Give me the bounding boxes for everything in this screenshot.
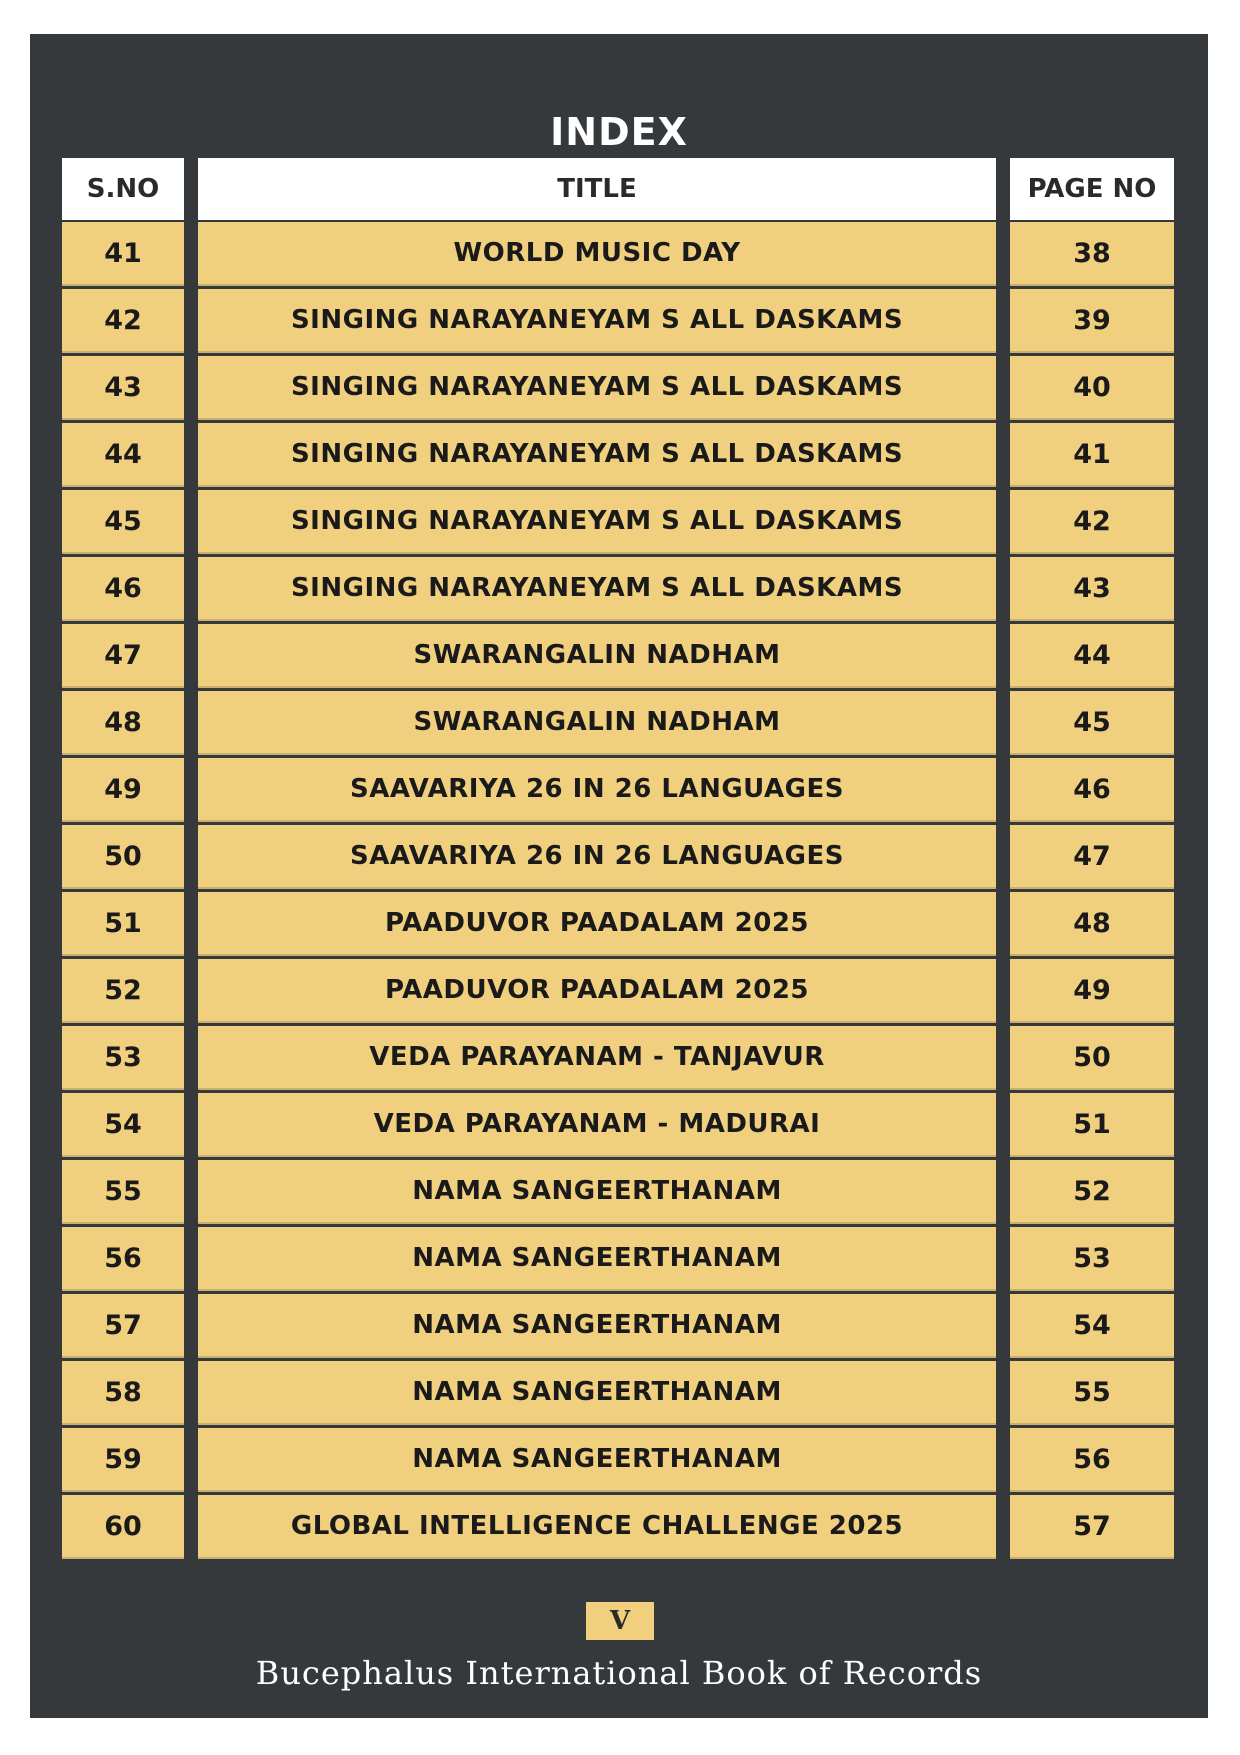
row-title: SINGING NARAYANEYAM S ALL DASKAMS xyxy=(198,356,996,420)
index-panel xyxy=(30,34,1208,1718)
page-number-badge: V xyxy=(586,1602,654,1640)
row-sno: 45 xyxy=(62,490,184,554)
table-row xyxy=(30,1495,1208,1562)
table-row xyxy=(30,1093,1208,1160)
table-row xyxy=(30,1160,1208,1227)
row-page-no: 49 xyxy=(1010,959,1174,1023)
row-sno: 54 xyxy=(62,1093,184,1157)
row-page-no: 38 xyxy=(1010,222,1174,286)
row-page-no: 53 xyxy=(1010,1227,1174,1291)
row-page-no: 48 xyxy=(1010,892,1174,956)
row-page-no: 47 xyxy=(1010,825,1174,889)
row-sno: 49 xyxy=(62,758,184,822)
row-title: SWARANGALIN NADHAM xyxy=(198,624,996,688)
row-sno: 42 xyxy=(62,289,184,353)
row-sno: 60 xyxy=(62,1495,184,1559)
row-page-no: 50 xyxy=(1010,1026,1174,1090)
row-title: SAAVARIYA 26 IN 26 LANGUAGES xyxy=(198,825,996,889)
row-title: NAMA SANGEERTHANAM xyxy=(198,1160,996,1224)
row-page-no: 39 xyxy=(1010,289,1174,353)
table-row xyxy=(30,1294,1208,1361)
row-title: VEDA PARAYANAM - TANJAVUR xyxy=(198,1026,996,1090)
table-row xyxy=(30,1428,1208,1495)
row-title: SINGING NARAYANEYAM S ALL DASKAMS xyxy=(198,423,996,487)
table-row xyxy=(30,758,1208,825)
row-sno: 59 xyxy=(62,1428,184,1492)
row-sno: 55 xyxy=(62,1160,184,1224)
row-title: NAMA SANGEERTHANAM xyxy=(198,1428,996,1492)
row-title: NAMA SANGEERTHANAM xyxy=(198,1227,996,1291)
header-page-no: PAGE NO xyxy=(1010,158,1174,220)
row-sno: 58 xyxy=(62,1361,184,1425)
table-row xyxy=(30,624,1208,691)
table-row xyxy=(30,222,1208,289)
table-row xyxy=(30,423,1208,490)
row-page-no: 57 xyxy=(1010,1495,1174,1559)
table-row xyxy=(30,892,1208,959)
table-row xyxy=(30,691,1208,758)
table-row xyxy=(30,557,1208,624)
row-title: SINGING NARAYANEYAM S ALL DASKAMS xyxy=(198,289,996,353)
row-sno: 43 xyxy=(62,356,184,420)
row-sno: 56 xyxy=(62,1227,184,1291)
row-sno: 47 xyxy=(62,624,184,688)
row-sno: 41 xyxy=(62,222,184,286)
row-sno: 52 xyxy=(62,959,184,1023)
index-title: INDEX xyxy=(550,110,688,154)
row-title: SINGING NARAYANEYAM S ALL DASKAMS xyxy=(198,490,996,554)
table-row xyxy=(30,490,1208,557)
table-row xyxy=(30,959,1208,1026)
row-title: NAMA SANGEERTHANAM xyxy=(198,1294,996,1358)
row-page-no: 43 xyxy=(1010,557,1174,621)
row-title: SINGING NARAYANEYAM S ALL DASKAMS xyxy=(198,557,996,621)
table-row xyxy=(30,289,1208,356)
publisher-name: Bucephalus International Book of Records xyxy=(255,1654,983,1692)
row-page-no: 40 xyxy=(1010,356,1174,420)
row-page-no: 54 xyxy=(1010,1294,1174,1358)
row-sno: 46 xyxy=(62,557,184,621)
row-page-no: 52 xyxy=(1010,1160,1174,1224)
row-sno: 53 xyxy=(62,1026,184,1090)
row-sno: 51 xyxy=(62,892,184,956)
row-title: VEDA PARAYANAM - MADURAI xyxy=(198,1093,996,1157)
row-title: SAAVARIYA 26 IN 26 LANGUAGES xyxy=(198,758,996,822)
row-page-no: 55 xyxy=(1010,1361,1174,1425)
row-title: PAADUVOR PAADALAM 2025 xyxy=(198,959,996,1023)
table-row xyxy=(30,1361,1208,1428)
header-sno: S.NO xyxy=(62,158,184,220)
row-title: WORLD MUSIC DAY xyxy=(198,222,996,286)
row-page-no: 42 xyxy=(1010,490,1174,554)
row-page-no: 46 xyxy=(1010,758,1174,822)
row-title: SWARANGALIN NADHAM xyxy=(198,691,996,755)
row-title: NAMA SANGEERTHANAM xyxy=(198,1361,996,1425)
row-page-no: 45 xyxy=(1010,691,1174,755)
row-sno: 50 xyxy=(62,825,184,889)
row-sno: 57 xyxy=(62,1294,184,1358)
row-page-no: 51 xyxy=(1010,1093,1174,1157)
row-page-no: 56 xyxy=(1010,1428,1174,1492)
table-row xyxy=(30,356,1208,423)
table-row xyxy=(30,1227,1208,1294)
row-title: PAADUVOR PAADALAM 2025 xyxy=(198,892,996,956)
table-row xyxy=(30,1026,1208,1093)
row-title: GLOBAL INTELLIGENCE CHALLENGE 2025 xyxy=(198,1495,996,1559)
row-page-no: 41 xyxy=(1010,423,1174,487)
header-title: TITLE xyxy=(198,158,996,220)
row-sno: 44 xyxy=(62,423,184,487)
row-page-no: 44 xyxy=(1010,624,1174,688)
index-table-body xyxy=(30,222,1208,1562)
table-row xyxy=(30,825,1208,892)
row-sno: 48 xyxy=(62,691,184,755)
